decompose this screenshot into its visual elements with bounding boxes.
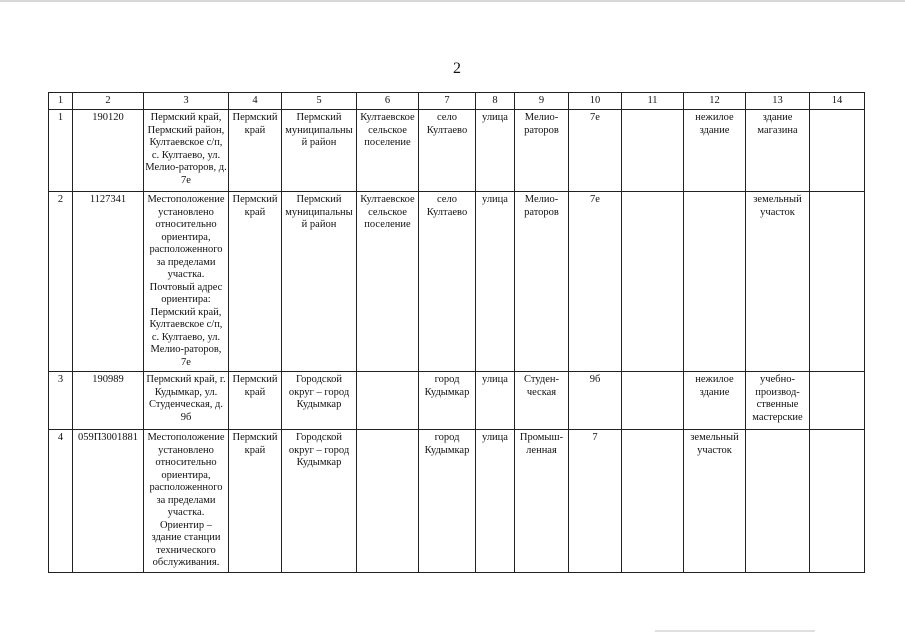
cell-col-11 <box>622 192 684 372</box>
row-number: 3 <box>49 372 73 430</box>
cell-col-11 <box>622 110 684 192</box>
cell-col-14 <box>810 372 865 430</box>
object-purpose: здание магазина <box>746 110 810 192</box>
street-name: Мелио-раторов <box>515 192 569 372</box>
header-cell: 13 <box>746 93 810 110</box>
cell-col-14 <box>810 192 865 372</box>
district: Городской округ – город Кудымкар <box>282 430 357 573</box>
address: Местоположение установлено относительно ориентира, расположенного за пределами участка. Ориентир – здание станции технического обслуживания. <box>144 430 229 573</box>
object-type: земельный участок <box>684 430 746 573</box>
street-name: Мелио-раторов <box>515 110 569 192</box>
house-number: 7 <box>569 430 622 573</box>
row-number: 1 <box>49 110 73 192</box>
header-cell: 9 <box>515 93 569 110</box>
street-type: улица <box>476 110 515 192</box>
house-number: 7е <box>569 192 622 372</box>
street-type: улица <box>476 192 515 372</box>
locality: село Култаево <box>419 192 476 372</box>
cell-col-11 <box>622 430 684 573</box>
table-row <box>49 192 865 372</box>
cadastral-id: 1127341 <box>73 192 144 372</box>
row-number: 2 <box>49 192 73 372</box>
header-cell: 1 <box>49 93 73 110</box>
region: Пермский край <box>229 430 282 573</box>
locality: село Култаево <box>419 110 476 192</box>
district: Пермский муниципальный район <box>282 192 357 372</box>
house-number: 9б <box>569 372 622 430</box>
street-name: Промыш-ленная <box>515 430 569 573</box>
row-number: 4 <box>49 430 73 573</box>
region: Пермский край <box>229 192 282 372</box>
header-cell: 3 <box>144 93 229 110</box>
address: Местоположение установлено относительно ориентира, расположенного за пределами участка. Почтовый адрес ориентира: Пермский край, Култаевское с/п, с. Култаево, ул. Мелио-раторов, 7е <box>144 192 229 372</box>
district: Пермский муниципальный район <box>282 110 357 192</box>
header-cell: 14 <box>810 93 865 110</box>
settlement <box>357 430 419 573</box>
object-type <box>684 192 746 372</box>
settlement: Култаевское сельское поселение <box>357 110 419 192</box>
region: Пермский край <box>229 110 282 192</box>
header-cell: 2 <box>73 93 144 110</box>
header-cell: 6 <box>357 93 419 110</box>
region: Пермский край <box>229 372 282 430</box>
cell-col-14 <box>810 110 865 192</box>
address: Пермский край, г. Кудымкар, ул. Студенческая, д. 9б <box>144 372 229 430</box>
street-type: улица <box>476 372 515 430</box>
header-cell: 8 <box>476 93 515 110</box>
scan-edge-top <box>0 0 905 2</box>
table-row <box>49 372 865 430</box>
settlement <box>357 372 419 430</box>
address: Пермский край, Пермский район, Култаевское с/п, с. Култаево, ул. Мелио-раторов, д. 7е <box>144 110 229 192</box>
street-name: Студен-ческая <box>515 372 569 430</box>
locality: город Кудымкар <box>419 372 476 430</box>
street-type: улица <box>476 430 515 573</box>
object-purpose: учебно-производ-ственные мастерские <box>746 372 810 430</box>
header-cell: 7 <box>419 93 476 110</box>
object-purpose: земельный участок <box>746 192 810 372</box>
object-type: нежилое здание <box>684 372 746 430</box>
house-number: 7е <box>569 110 622 192</box>
district: Городской округ – город Кудымкар <box>282 372 357 430</box>
header-cell: 11 <box>622 93 684 110</box>
page-number: 2 <box>453 60 461 77</box>
settlement: Култаевское сельское поселение <box>357 192 419 372</box>
table-row <box>49 430 865 573</box>
cell-col-14 <box>810 430 865 573</box>
header-cell: 4 <box>229 93 282 110</box>
cadastral-id: 190120 <box>73 110 144 192</box>
header-cell: 12 <box>684 93 746 110</box>
locality: город Кудымкар <box>419 430 476 573</box>
cell-col-11 <box>622 372 684 430</box>
object-purpose <box>746 430 810 573</box>
header-cell: 5 <box>282 93 357 110</box>
cadastral-id: 190989 <box>73 372 144 430</box>
header-row <box>49 93 865 110</box>
registry-table <box>48 92 865 573</box>
header-cell: 10 <box>569 93 622 110</box>
object-type: нежилое здание <box>684 110 746 192</box>
table-row <box>49 110 865 192</box>
cadastral-id: 059П3001881 <box>73 430 144 573</box>
scan-edge-bottom <box>655 630 815 632</box>
